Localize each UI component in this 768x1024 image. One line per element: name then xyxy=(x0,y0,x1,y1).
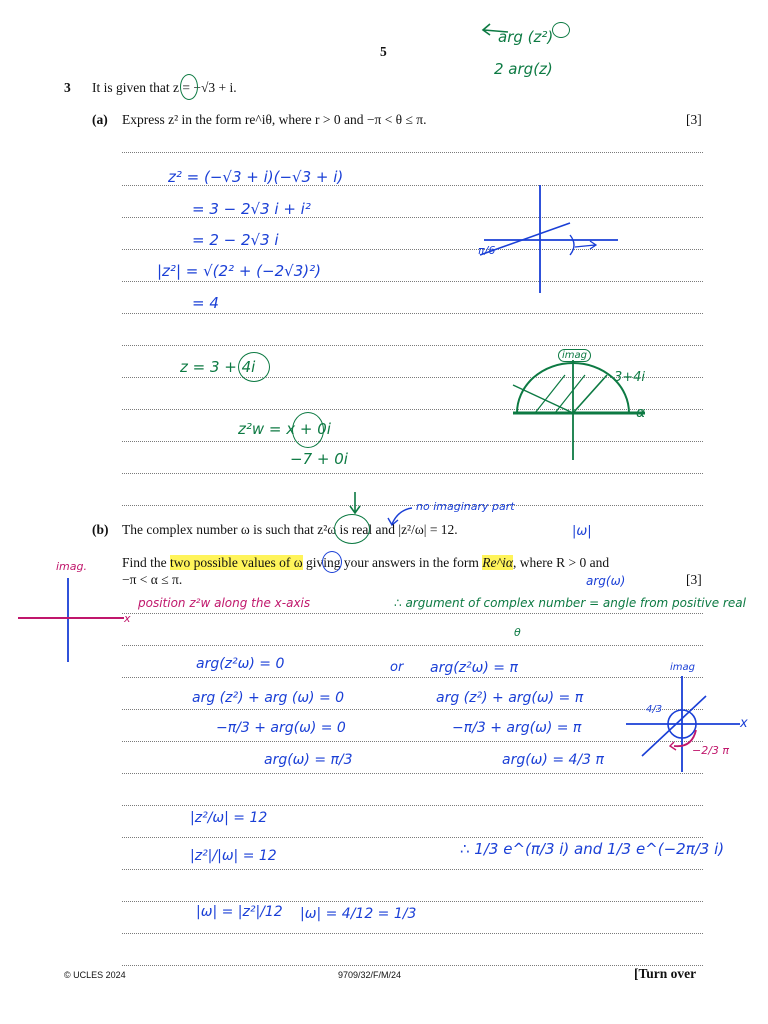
work-b-mod: |z²/ω| = 12 xyxy=(190,810,268,826)
green-argument: ∴ argument of complex number = angle from positive real xyxy=(394,596,746,610)
answer-line xyxy=(122,645,703,646)
question-number: 3 xyxy=(64,80,71,95)
circle-mark-x xyxy=(292,412,324,448)
part-a-marks: [3] xyxy=(686,112,702,127)
question-stem: It is given that z = −√3 + i. xyxy=(92,80,237,95)
answer-line xyxy=(122,613,703,614)
graph-a-label: π/6 xyxy=(478,244,496,257)
green-z2w: z²w = x + 0i xyxy=(238,420,331,438)
part-a-label: (a) xyxy=(92,112,108,127)
answer-line xyxy=(122,152,703,153)
graph-b-neg: −2/3 π xyxy=(692,744,730,757)
mag-position: position z²w along the x-axis xyxy=(138,596,311,610)
part-a-text: Express z² in the form re^iθ, where r > 0 and −π < θ ≤ π. xyxy=(122,112,427,127)
green-34i: 3+4i xyxy=(614,370,646,385)
argand-sketch-a xyxy=(470,185,620,295)
answer-line xyxy=(122,837,703,838)
work-a-line: |z²| = √(2² + (−2√3)²) xyxy=(157,262,321,280)
answer-line xyxy=(122,869,703,870)
work-b-mod: |z²|/|ω| = 12 xyxy=(190,848,277,864)
part-b-text1: The complex number ω is such that z²ω is real and |z²/ω| = 12. xyxy=(122,522,458,537)
note-2argz: 2 arg(z) xyxy=(494,60,553,78)
answer-line xyxy=(122,901,703,902)
arrow-down-icon xyxy=(348,492,362,516)
footer-code: 9709/32/F/M/24 xyxy=(338,970,402,980)
circle-mark xyxy=(552,22,570,38)
semicircle-sketch xyxy=(505,345,655,465)
answer-line xyxy=(122,805,703,806)
highlight-two-values: two possible values of ω xyxy=(170,555,303,570)
work-b-mod: |ω| = 4/12 = 1/3 xyxy=(300,906,417,922)
green-imag: imag xyxy=(558,349,591,362)
work-b-left: arg(z²ω) = 0 xyxy=(196,656,285,672)
part-b-marks: [3] xyxy=(686,572,702,587)
answer-line xyxy=(122,473,703,474)
green-alpha: α xyxy=(636,405,646,421)
work-b-left: −π/3 + arg(ω) = 0 xyxy=(216,720,346,736)
part-b-text2: Find the two possible values of ω giving your answers in the form Re^iα, where R > 0 and xyxy=(122,555,610,570)
part-b-text3: −π < α ≤ π. xyxy=(122,572,183,587)
answer-line xyxy=(122,709,703,710)
answer-line xyxy=(122,773,703,774)
work-a-line: = 4 xyxy=(192,294,219,312)
mag-x: x xyxy=(124,612,131,625)
footer-turn-over: [Turn over xyxy=(634,966,697,981)
graph-b-x: x xyxy=(740,716,748,731)
page-number: 5 xyxy=(380,44,387,59)
highlight-form: Re^iα xyxy=(482,555,514,570)
magenta-axes-sketch xyxy=(16,578,126,668)
answer-line xyxy=(122,313,703,314)
work-a-line: = 3 − 2√3 i + i² xyxy=(192,200,311,218)
circle-mark-z xyxy=(180,74,198,100)
answer-line xyxy=(122,965,703,966)
circle-mark-omega xyxy=(322,551,342,573)
work-b-left: arg(ω) = π/3 xyxy=(264,752,353,768)
note-arg-z2: arg (z²) xyxy=(498,28,554,46)
answer-line xyxy=(122,933,703,934)
footer-copyright: © UCLES 2024 xyxy=(64,970,126,980)
work-b-right: arg(z²ω) = π xyxy=(430,660,518,676)
work-b-right: arg (z²) + arg(ω) = π xyxy=(436,690,584,706)
graph-b-frac: 4/3 xyxy=(646,704,663,715)
circle-mark-4i xyxy=(238,352,270,382)
work-b-right: arg(ω) = 4/3 π xyxy=(502,752,604,768)
part-b-label: (b) xyxy=(92,522,109,537)
green-theta: θ xyxy=(514,626,521,639)
blue-modw: |ω| xyxy=(572,524,592,539)
work-a-line: z² = (−√3 + i)(−√3 + i) xyxy=(168,168,344,186)
work-a-line: = 2 − 2√3 i xyxy=(192,231,279,249)
work-b-right: −π/3 + arg(ω) = π xyxy=(452,720,582,736)
green-minus7: −7 + 0i xyxy=(290,450,348,468)
final-answer: ∴ 1/3 e^(π/3 i) and 1/3 e^(−2π/3 i) xyxy=(460,840,725,858)
mag-imag: imag. xyxy=(56,560,87,573)
blue-argw: arg(ω) xyxy=(586,574,626,588)
work-b-left: arg (z²) + arg (ω) = 0 xyxy=(192,690,345,706)
work-b-or: or xyxy=(390,660,404,675)
work-b-mod: |ω| = |z²|/12 xyxy=(196,904,283,920)
blue-no-imag: no imaginary part xyxy=(416,500,515,513)
green-z: z = 3 + 4i xyxy=(180,358,256,376)
circle-mark-z2w xyxy=(334,514,370,544)
graph-b-imag: imag xyxy=(670,662,695,673)
answer-line xyxy=(122,677,703,678)
answer-line xyxy=(122,741,703,742)
